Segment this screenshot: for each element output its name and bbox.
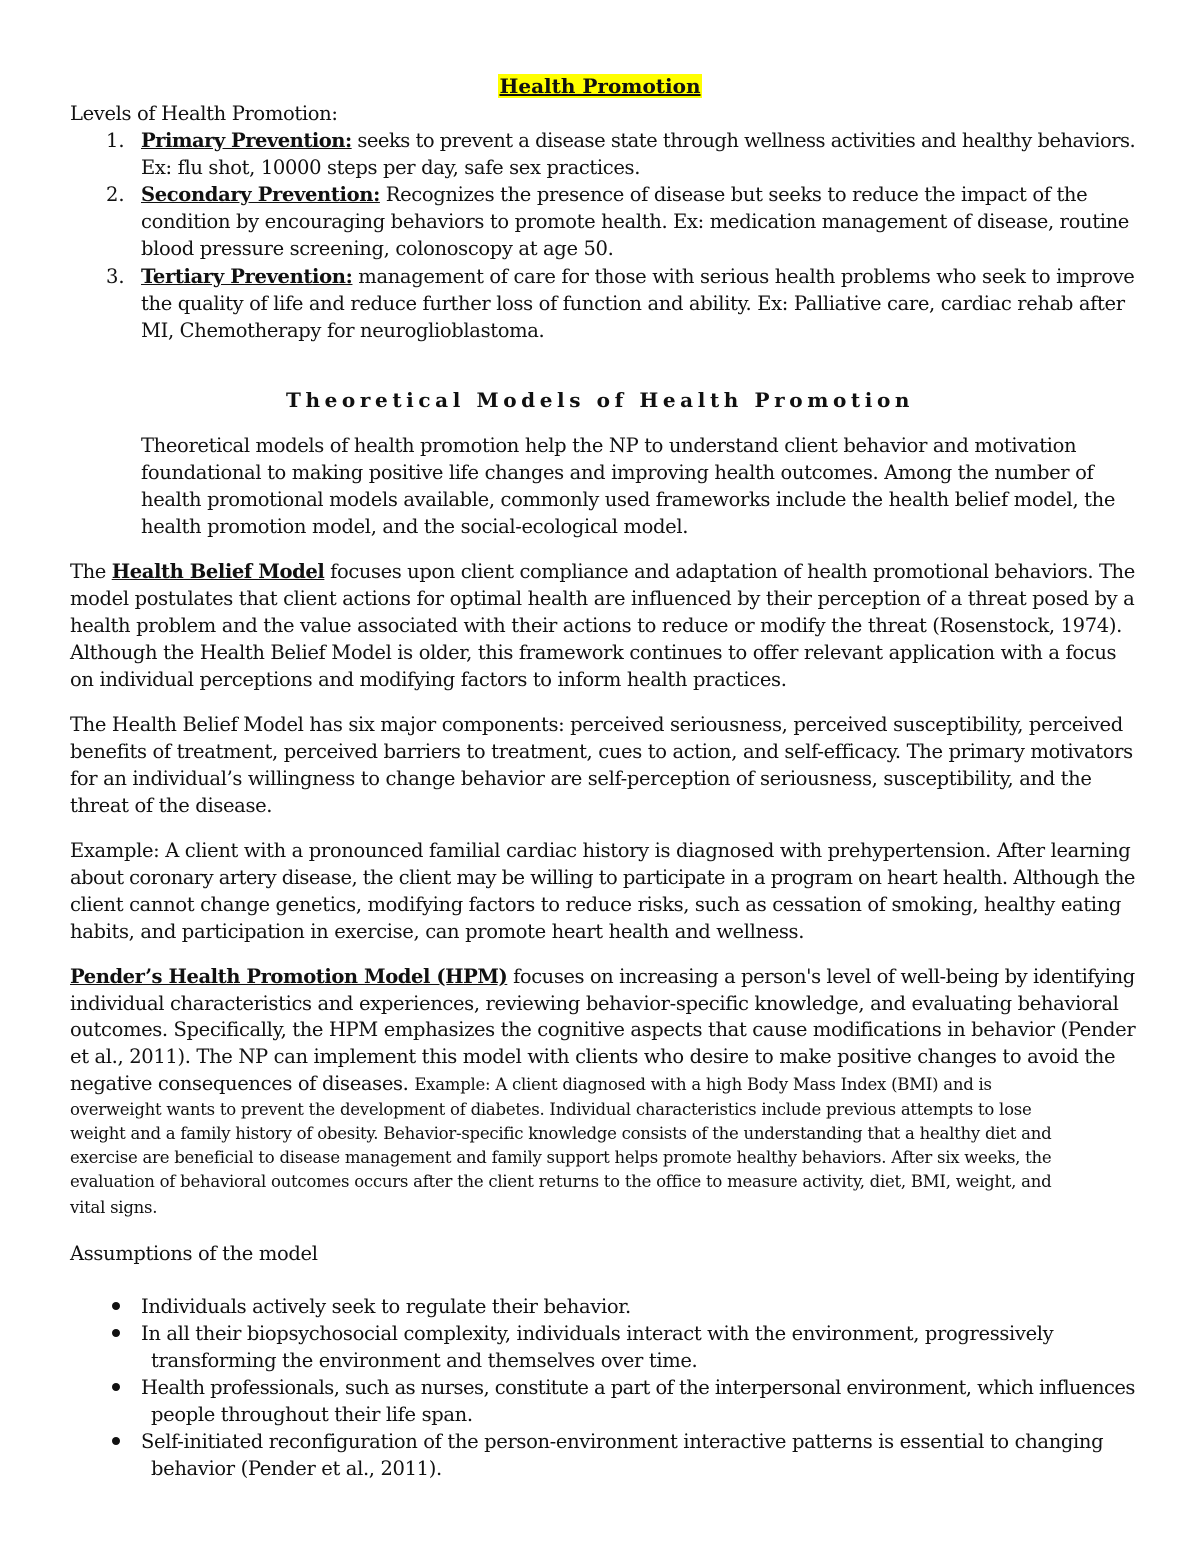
hpm-line-5-small: Example: A client diagnosed with a high Body Mass Index (BMI) and is: [414, 1075, 992, 1094]
hbm-line-3: health problem and the value associated with their actions to reduce or modify the threat (Rosenstock, 1974).: [70, 614, 1122, 637]
bullet-dot: [112, 1329, 120, 1337]
hpm-example-line-2: weight and a family history of obesity. Behavior-specific knowledge consists of the understanding that a healthy diet and: [70, 1124, 1052, 1143]
level-1-line-2: Ex: flu shot, 10000 steps per day, safe sex practices.: [141, 156, 641, 179]
level-1-text: seeks to prevent a disease state through wellness activities and healthy behaviors.: [351, 129, 1136, 152]
document-title-text: Health Promotion: [499, 74, 701, 98]
assumption-3-line-1: Health professionals, such as nurses, constitute a part of the interpersonal environment, which influences: [141, 1376, 1135, 1399]
hpm-line-1: [70, 963, 1135, 990]
assumption-1-line-1: Individuals actively seek to regulate their behavior.: [141, 1295, 631, 1318]
assumption-4-line-1: Self-initiated reconfiguration of the person-environment interactive patterns is essential to changing: [141, 1430, 1104, 1453]
level-3-line-1: [141, 263, 1135, 290]
models-intro-line-3: health promotional models available, commonly used frameworks include the health belief model, the: [141, 488, 1116, 511]
hbm-components-line-1: The Health Belief Model has six major components: perceived seriousness, perceived susceptibility, perceived: [70, 713, 1123, 736]
assumption-4-line-2: behavior (Pender et al., 2011).: [151, 1457, 442, 1480]
hbm-line-2: model postulates that client actions for optimal health are influenced by their perception of a threat posed by a: [70, 587, 1135, 610]
hbm-components-line-2: benefits of treatment, perceived barriers to treatment, cues to action, and self-efficacy. The primary motivators: [70, 740, 1133, 763]
level-2-line-3: blood pressure screening, colonoscopy at age 50.: [141, 237, 614, 260]
level-3-line-2: the quality of life and reduce further loss of function and ability. Ex: Palliative care, cardiac rehab after: [141, 292, 1125, 315]
level-2-line-2: condition by encouraging behaviors to promote health. Ex: medication management of disease, routine: [141, 210, 1129, 233]
hpm-example-line-5: vital signs.: [70, 1198, 158, 1217]
hbm-example-line-2: about coronary artery disease, the client may be willing to participate in a program on heart health. Although the: [70, 866, 1135, 889]
hbm-line-1: [70, 558, 1135, 585]
level-2-line-1: [141, 181, 1087, 208]
level-2-number: 2.: [106, 183, 125, 206]
document-title: [0, 73, 1200, 99]
assumption-2-line-1: In all their biopsychosocial complexity, individuals interact with the environment, progressively: [141, 1322, 1054, 1345]
hbm-line-1-rest: focuses upon client compliance and adaptation of health promotional behaviors. The: [324, 560, 1135, 583]
level-1-term: Primary Prevention:: [141, 129, 352, 152]
hpm-example-line-1: overweight wants to prevent the development of diabetes. Individual characteristics include previous attempts to lose: [70, 1100, 1032, 1119]
hpm-line-1-rest: focuses on increasing a person's level of well-being by identifying: [507, 965, 1135, 988]
hbm-example-line-3: client cannot change genetics, modifying factors to reduce risks, such as cessation of smoking, healthy eating: [70, 893, 1122, 916]
models-heading: Theoretical Models of Health Promotion: [285, 388, 915, 412]
hpm-line-2: individual characteristics and experiences, reviewing behavior-specific knowledge, and evaluating behavioral: [70, 992, 1119, 1015]
hbm-example-line-1: Example: A client with a pronounced familial cardiac history is diagnosed with prehypertension. After learning: [70, 839, 1131, 862]
hbm-example-line-4: habits, and participation in exercise, can promote heart health and wellness.: [70, 920, 805, 943]
level-3-line-3: MI, Chemotherapy for neuroglioblastoma.: [141, 319, 545, 342]
level-2-term: Secondary Prevention:: [141, 183, 380, 206]
level-1-line-1: [141, 127, 1135, 154]
hpm-line-4: et al., 2011). The NP can implement this model with clients who desire to make positive changes to avoid the: [70, 1045, 1116, 1068]
hpm-line-5: [70, 1070, 992, 1097]
level-1-number: 1.: [106, 129, 125, 152]
hpm-term: Pender’s Health Promotion Model (HPM): [70, 965, 508, 988]
hpm-example-line-3: exercise are beneficial to disease management and family support helps promote healthy behaviors. After six weeks, the: [70, 1148, 1052, 1167]
models-intro-line-1: Theoretical models of health promotion help the NP to understand client behavior and motivation: [141, 434, 1077, 457]
hbm-components-line-3: for an individual’s willingness to change behavior are self-perception of seriousness, susceptibility, and the: [70, 767, 1092, 790]
hbm-prefix: The: [70, 560, 112, 583]
hpm-example-line-4: evaluation of behavioral outcomes occurs after the client returns to the office to measure activity, diet, BMI, weight, and: [70, 1172, 1052, 1191]
models-intro-line-2: foundational to making positive life changes and improving health outcomes. Among the number of: [141, 461, 1094, 484]
level-3-term: Tertiary Prevention:: [141, 265, 353, 288]
bullet-dot: [112, 1383, 120, 1391]
level-3-text: management of care for those with serious health problems who seek to improve: [352, 265, 1135, 288]
hbm-term: Health Belief Model: [111, 560, 325, 583]
hpm-line-5-large: negative consequences of diseases.: [70, 1072, 415, 1095]
level-3-number: 3.: [106, 265, 125, 288]
assumption-3-line-2: people throughout their life span.: [151, 1403, 473, 1426]
hbm-line-5: on individual perceptions and modifying factors to inform health practices.: [70, 668, 787, 691]
bullet-dot: [112, 1302, 120, 1310]
bullet-dot: [112, 1437, 120, 1445]
level-2-text: Recognizes the presence of disease but seeks to reduce the impact of the: [379, 183, 1088, 206]
assumptions-heading: Assumptions of the model: [70, 1242, 318, 1265]
hpm-line-3: outcomes. Specifically, the HPM emphasizes the cognitive aspects that cause modifications in behavior (Pender: [70, 1018, 1136, 1041]
levels-intro: Levels of Health Promotion:: [70, 102, 338, 125]
assumption-2-line-2: transforming the environment and themselves over time.: [151, 1349, 698, 1372]
hbm-line-4: Although the Health Belief Model is older, this framework continues to offer relevant application with a focus: [70, 641, 1117, 664]
hbm-components-line-4: threat of the disease.: [70, 794, 273, 817]
models-intro-line-4: health promotion model, and the social-ecological model.: [141, 515, 689, 538]
